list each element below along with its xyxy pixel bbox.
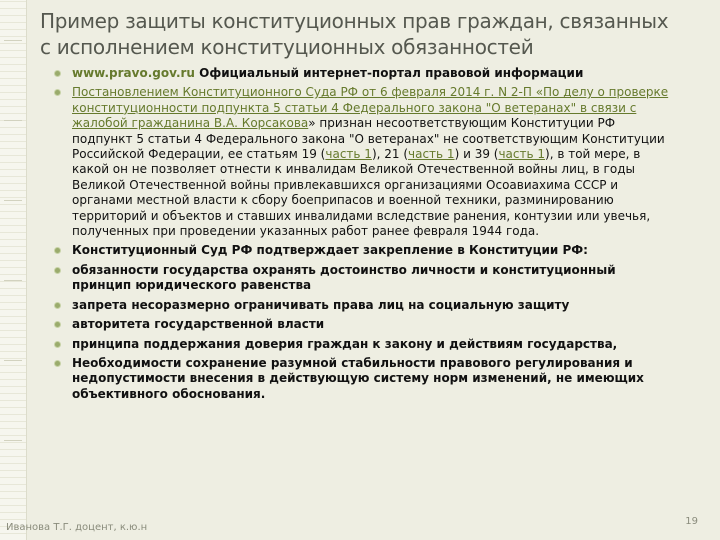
slide-title: Пример защиты конституционных прав граждан, связанных с исполнением конституционных обязанностей xyxy=(40,9,669,59)
list-item-text: принципа поддержания доверия граждан к закону и действиям государства, xyxy=(72,336,618,351)
list-item-text: авторитета государственной власти xyxy=(72,317,325,332)
bullet-list xyxy=(50,66,670,406)
bullet-icon xyxy=(55,71,60,76)
bullet-icon xyxy=(55,268,60,273)
list-item-text: обязанности государства охранять достоинство личности и конституционный принцип юридического равенства xyxy=(72,262,616,293)
list-item-text: Конституционный Суд РФ подтверждает закрепление в Конституции РФ: xyxy=(72,243,588,258)
article-part-link[interactable]: часть 1 xyxy=(498,147,546,162)
article-part-link[interactable]: часть 1 xyxy=(408,147,455,162)
bullet-icon xyxy=(55,303,60,308)
article-part-link[interactable]: часть 1 xyxy=(325,147,372,162)
portal-link[interactable]: www.pravo.gov.ru xyxy=(72,66,195,80)
bullet-icon xyxy=(55,90,60,95)
list-item-text: Официальный интернет-портал правовой информации xyxy=(194,66,584,80)
bullet-icon xyxy=(55,322,60,327)
bullet-icon xyxy=(55,361,60,366)
list-item xyxy=(50,263,670,294)
page-number: 19 xyxy=(685,516,698,527)
list-item-text: Необходимости сохранение разумной стабильности правового регулирования и недопустимости внесения в действующую систему норм изменений, не имеющих объективного обоснования. xyxy=(72,355,644,401)
list-item xyxy=(50,356,670,402)
list-item-text: ), 21 ( xyxy=(371,147,409,162)
list-item-text: ) и 39 ( xyxy=(454,147,499,162)
list-item xyxy=(50,337,670,352)
bullet-icon xyxy=(55,248,60,253)
ruling-link[interactable]: Постановлением Конституционного Суда РФ от 6 февраля 2014 г. N 2-П «По делу о проверке конституционности подпункта 5 статьи 4 Федерального закона "О ветеранах" в связи с жалобой гражданина В.А. Корсакова xyxy=(72,85,669,131)
list-item xyxy=(50,298,670,313)
list-item-text: запрета несоразмерно ограничивать права лиц на социальную защиту xyxy=(72,297,570,312)
list-item xyxy=(50,66,670,81)
list-item-text: ), в той мере, в какой он не позволяет отнести к инвалидам Великой Отечественной войны лиц, в годы Великой Отечественной войны привлекавшихся организациями Осоавиахима СССР и органами местной власти к сбору боеприпасов и военной техники, разминированию территорий и объектов и ставших инвалидами вследствие ранения, контузии или увечья, полученных при проведении указанных работ ранее февраля 1944 года. xyxy=(72,147,651,239)
bullet-icon xyxy=(55,342,60,347)
list-item xyxy=(50,317,670,332)
list-item-text: » признан несоответствующим Конституции РФ подпункт 5 статьи 4 Федерального закона "О ветеранах" не соответствующим Конституции Российской Федерации, ее статьям 19 ( xyxy=(72,116,665,162)
left-decorative-frame xyxy=(0,0,27,540)
list-item xyxy=(50,85,670,239)
footer-author: Иванова Т.Г. доцент, к.ю.н xyxy=(6,522,148,533)
list-item xyxy=(50,243,670,258)
